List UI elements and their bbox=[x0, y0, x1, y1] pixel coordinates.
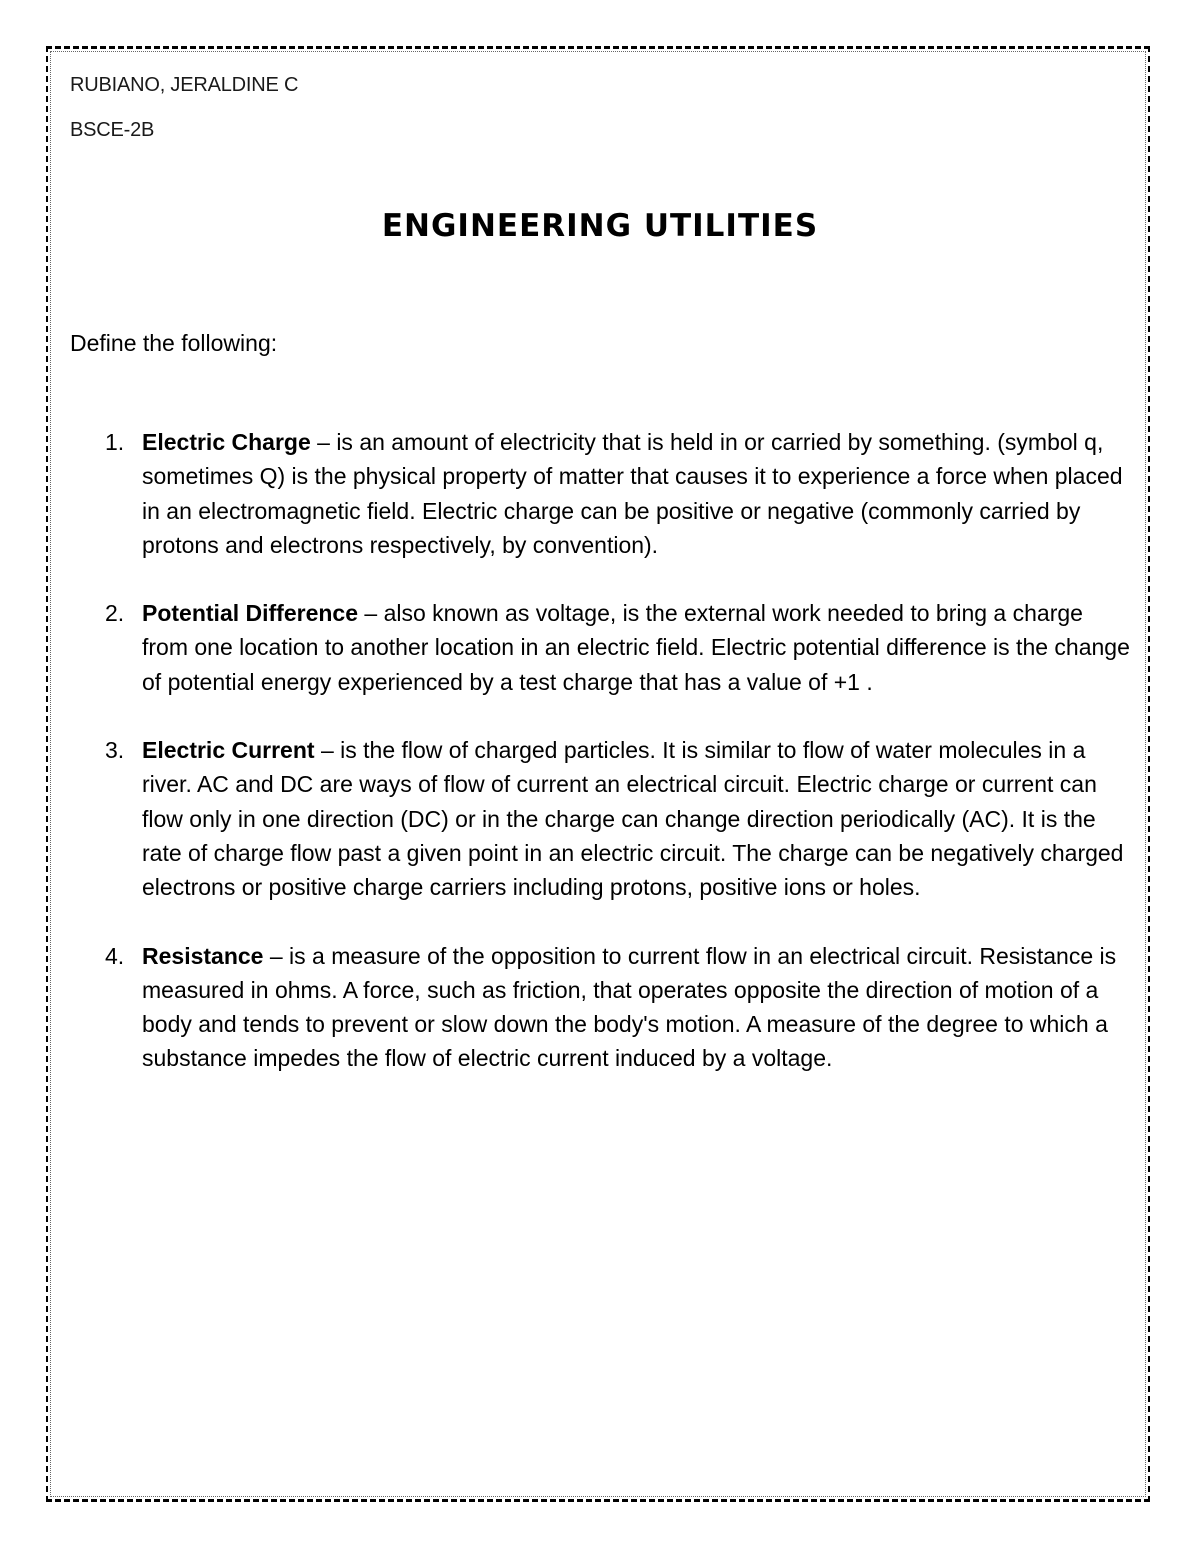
term: Electric Current bbox=[142, 737, 315, 764]
student-section: BSCE-2B bbox=[70, 119, 155, 141]
item-number: 2. bbox=[105, 600, 125, 627]
definition-text: – is an amount of electricity that is held in or carried by something. (symbol q, sometimes Q) is the physical property of matter that causes it to experience a force when placed in an electromagnetic field. Electric charge can be positive or negative (commonly carried by protons and electrons respectively, by convention). bbox=[142, 429, 1123, 558]
definition-item-potential-difference bbox=[105, 596, 1135, 699]
definition-text: – is a measure of the opposition to current flow in an electrical circuit. Resistance is measured in ohms. A force, such as friction, that operates opposite the direction of motion of a body and tends to prevent or slow down the body's motion. A measure of the degree to which a substance impedes the flow of electric current induced by a voltage. bbox=[142, 942, 1117, 1072]
instructions: Define the following: bbox=[70, 330, 278, 356]
definition-item-electric-charge bbox=[105, 425, 1135, 562]
definition-text: – also known as voltage, is the external work needed to bring a charge from one location to another location in an electric field. Electric potential difference is the change of potential energy experienced by a test charge that has a value of +1 . bbox=[142, 600, 1130, 695]
term: Electric Charge bbox=[142, 429, 311, 455]
definition-item-electric-current bbox=[105, 733, 1135, 904]
definition-text: – is the flow of charged particles. It is similar to flow of water molecules in a river. AC and DC are ways of flow of current an electrical circuit. Electric charge or current can flow only in one direction (DC) or in the charge can change direction periodically (AC). It is the rate of charge flow past a given point in an electric circuit. The charge can be negatively charged electrons or positive charge carriers including protons, positive ions or holes. bbox=[142, 737, 1124, 901]
item-number: 3. bbox=[105, 737, 125, 764]
item-number: 1. bbox=[105, 429, 125, 455]
definition-item-resistance bbox=[105, 939, 1135, 1076]
term: Resistance bbox=[142, 942, 264, 969]
term: Potential Difference bbox=[142, 600, 358, 627]
document-title: ENGINEERING UTILITIES bbox=[381, 208, 819, 244]
item-number: 4. bbox=[105, 942, 125, 969]
student-name: RUBIANO, JERALDINE C bbox=[70, 74, 299, 96]
definition-list bbox=[105, 425, 1135, 1110]
